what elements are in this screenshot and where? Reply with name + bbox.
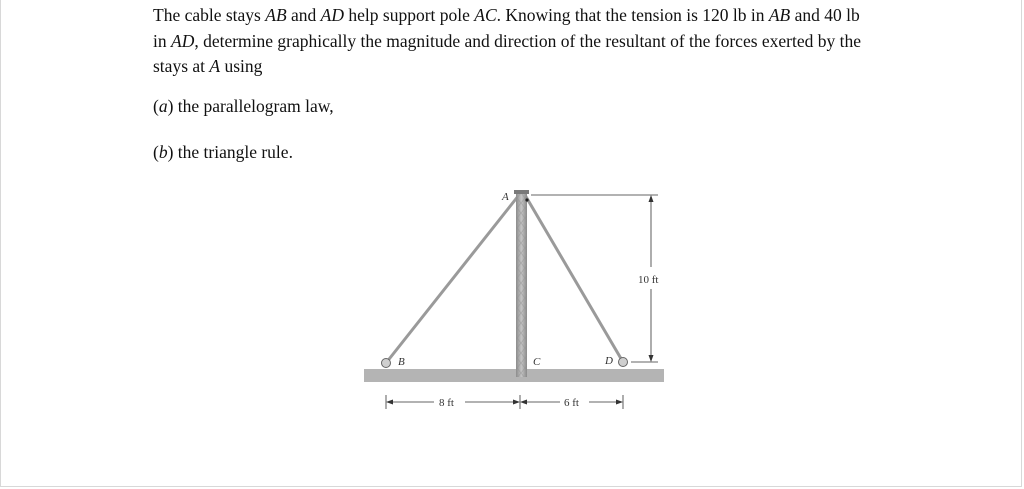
label-a: A <box>502 191 509 203</box>
part-b-text: the triangle rule. <box>173 142 293 162</box>
dim-right: 6 ft <box>564 397 579 409</box>
dim-arrow-d <box>616 400 623 405</box>
dim-height: 10 ft <box>638 274 659 286</box>
var-a: A <box>209 56 221 76</box>
pole-top-bolt <box>525 198 528 201</box>
height-arrow-top <box>649 195 654 202</box>
problem-text: . Knowing that the tension is 120 lb in <box>496 5 769 25</box>
dim-arrow-c-left <box>513 400 520 405</box>
var-ab: AB <box>768 5 791 25</box>
problem-text: The cable stays <box>153 5 266 25</box>
dim-left: 8 ft <box>439 397 454 409</box>
problem-text: and 40 lb in <box>153 5 860 51</box>
pole-diagram <box>353 183 673 415</box>
problem-text: , determine graphically the magnitude and direction of the resultant of the forces exerted by the stays at <box>153 30 862 76</box>
cable-ad <box>525 195 623 362</box>
anchor-d <box>619 358 628 367</box>
var-ac: AC <box>474 5 497 25</box>
pole-lattice <box>516 191 527 377</box>
ground <box>364 369 664 382</box>
part-a-text: the parallelogram law, <box>173 96 334 116</box>
cable-ab <box>386 195 519 363</box>
label-d: D <box>605 355 613 367</box>
var-ad: AD <box>320 5 344 25</box>
width-dimension <box>386 395 623 409</box>
part-a-label: a <box>158 96 168 116</box>
pole-cap <box>514 190 529 194</box>
var-ab: AB <box>265 5 287 25</box>
label-b: B <box>398 356 405 368</box>
part-b-label: b <box>158 142 168 162</box>
problem-text: and <box>286 5 321 25</box>
label-c: C <box>533 356 541 368</box>
dim-arrow-b <box>386 400 393 405</box>
problem-text: using <box>220 56 263 76</box>
problem-text: help support pole <box>344 5 475 25</box>
anchor-b <box>382 359 391 368</box>
height-arrow-bottom <box>649 355 654 362</box>
part-b: (b) the triangle rule. <box>153 142 293 162</box>
var-ad: AD <box>171 30 195 51</box>
dim-arrow-c-right <box>520 400 527 405</box>
part-a: (a) the parallelogram law, <box>153 96 334 116</box>
problem-statement <box>153 3 873 80</box>
